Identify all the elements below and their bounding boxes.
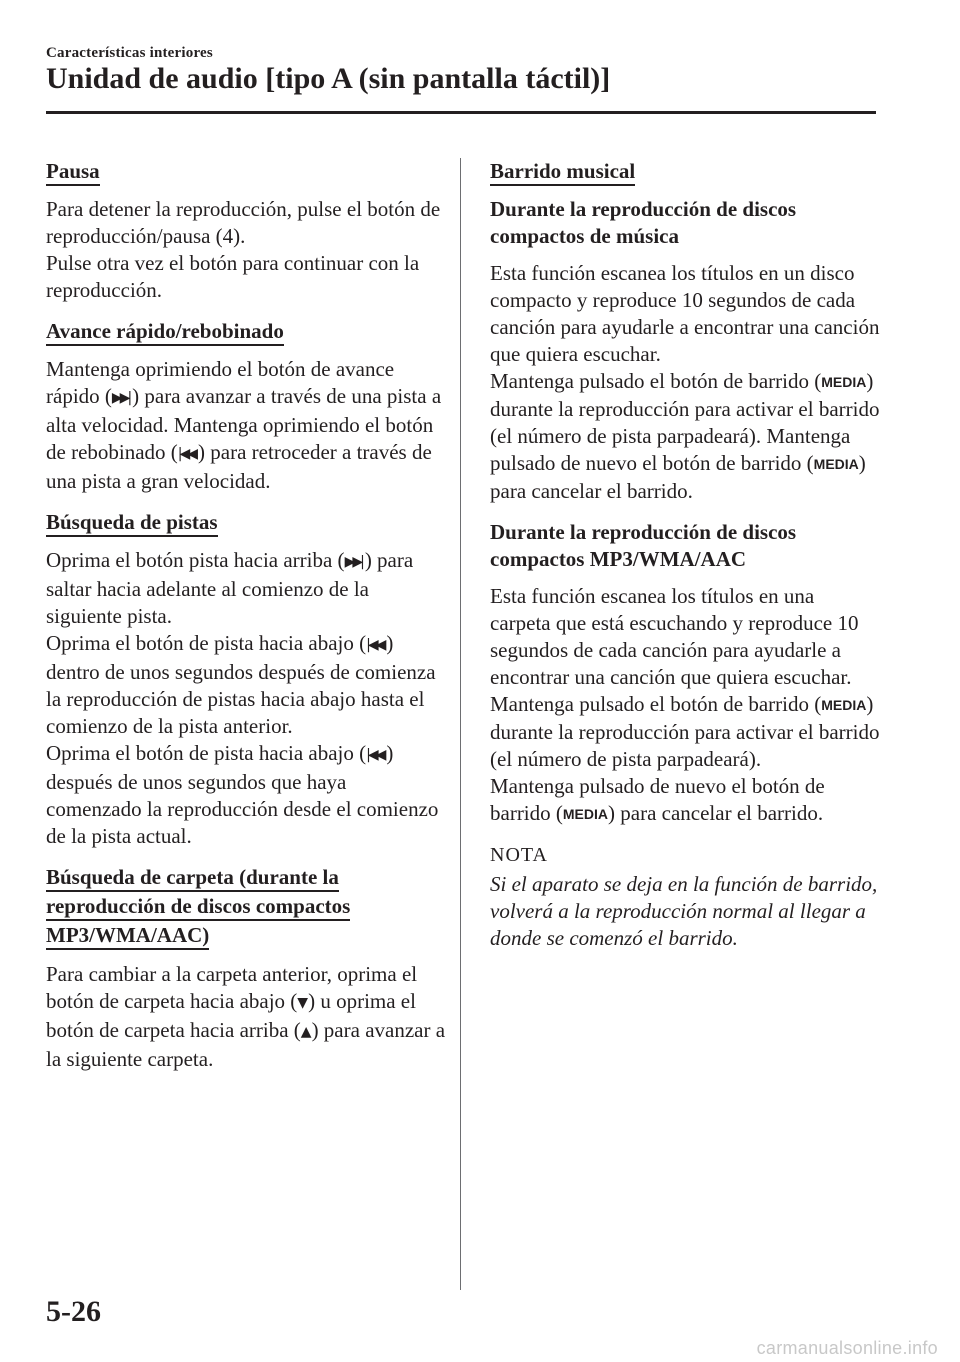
carpeta-text-2: ) u oprima el botón de carpeta hacia arriba (: [46, 989, 416, 1042]
barrido-cd-text-4: ) para cancelar el barrido.: [490, 451, 866, 503]
busqueda-a1: Oprima el botón pista hacia arriba (: [46, 548, 345, 572]
folder-up-icon: ▲: [300, 1024, 309, 1040]
note-title: NOTA: [490, 844, 548, 866]
track-down-icon: |◀◀: [366, 637, 384, 653]
carpeta-paragraph: [46, 961, 446, 1073]
busqueda-b1: Oprima el botón de pista hacia abajo (: [46, 631, 367, 655]
busqueda-paragraph-2: [46, 630, 446, 740]
carpeta-text-1: Para cambiar a la carpeta anterior, oprima el botón de carpeta hacia abajo (: [46, 962, 418, 1013]
busqueda-c1: Oprima el botón de pista hacia abajo (: [46, 741, 367, 765]
busqueda-a2: ) para saltar hacia adelante al comienzo de la siguiente pista.: [46, 548, 414, 628]
barrido-cd-text-3: ) durante la reproducción para activar el barrido (el número de pista parpadeará). Mantenga pulsado de nuevo el botón de barrido (: [490, 369, 880, 475]
barrido-cd-text-2: Mantenga pulsado el botón de barrido (: [490, 369, 822, 393]
carpeta-text-3: ) para avanzar a la siguiente carpeta.: [46, 1018, 446, 1071]
avance-paragraph: [46, 356, 446, 495]
heading-barrido: Barrido musical: [490, 158, 635, 186]
watermark: carmanualsonline.info: [756, 1338, 938, 1358]
barrido-mp3-text-1: Esta función escanea los títulos en una carpeta que está escuchando y reproduce 10 segundos de cada canción para ayudarle a encontrar una canción que quiera escuchar. Mantenga pulsado el botón de barrido (: [490, 584, 859, 716]
left-column: [46, 158, 446, 1082]
media-button-icon: MEDIA: [821, 697, 867, 713]
media-button-icon: MEDIA: [562, 806, 609, 822]
barrido-mp3-paragraph-1: [490, 583, 880, 773]
heading-avance: Avance rápido/rebobinado: [46, 318, 284, 346]
barrido-mp3-text-2: ) durante la reproducción para activar el barrido (el número de pista parpadeará).: [490, 692, 880, 771]
avance-text-2: ) para avanzar a través de una pista a alta velocidad. Mantenga oprimiendo el botón de rebobinado (: [46, 384, 442, 464]
busqueda-c2: ) después de unos segundos que haya comenzado la reproducción desde el comienzo de la pista actual.: [46, 741, 439, 848]
barrido-mp3-text-3: Mantenga pulsado de nuevo el botón de barrido (: [490, 774, 825, 825]
avance-text-1: Mantenga oprimiendo el botón de avance rápido (: [46, 357, 395, 408]
barrido-cd-paragraph-2: [490, 368, 880, 505]
page-title: Unidad de audio [tipo A (sin pantalla táctil)]: [46, 62, 611, 95]
heading-pausa: Pausa: [46, 158, 100, 186]
avance-text-3: ) para retroceder a través de una pista a gran velocidad.: [46, 440, 432, 493]
barrido-cd-paragraph-1: Esta función escanea los títulos en un disco compacto y reproduce 10 segundos de cada canción para ayudarle a encontrar una canción que quiera escuchar.: [490, 261, 880, 366]
pausa-paragraph-1: Para detener la reproducción, pulse el botón de reproducción/pausa (4).: [46, 197, 441, 248]
folder-down-icon: ▼: [297, 995, 306, 1011]
right-column: [490, 158, 880, 952]
fast-forward-icon: ▶▶|: [111, 390, 130, 406]
heading-carpeta-line-3: MP3/WMA/AAC): [46, 922, 209, 950]
title-rule: [46, 111, 876, 114]
track-down-icon: |◀◀: [366, 747, 384, 763]
heading-carpeta-line-1: Búsqueda de carpeta (durante la: [46, 864, 339, 892]
heading-busqueda-carpeta: [46, 864, 446, 951]
page-number: 5-26: [46, 1295, 101, 1328]
note-body: Si el aparato se deja en la función de barrido, volverá a la reproducción normal al llegar a donde se comenzó el barrido.: [490, 872, 878, 950]
media-button-icon: MEDIA: [813, 456, 859, 472]
subheading-mp3: Durante la reproducción de discos compactos MP3/WMA/AAC: [490, 520, 797, 571]
column-divider: [460, 158, 461, 1290]
media-button-icon: MEDIA: [821, 374, 867, 390]
barrido-mp3-paragraph-2: [490, 773, 880, 828]
barrido-mp3-text-4: ) para cancelar el barrido.: [608, 801, 824, 825]
pausa-paragraph-2: Pulse otra vez el botón para continuar con la reproducción.: [46, 251, 420, 302]
heading-carpeta-line-2: reproducción de discos compactos: [46, 893, 350, 921]
section-label: Características interiores: [46, 45, 213, 61]
rewind-icon: |◀◀: [177, 446, 196, 462]
busqueda-paragraph-3: [46, 740, 446, 850]
busqueda-b2: ) dentro de unos segundos después de comienza la reproducción de pistas hacia abajo hasta el comienzo de la pista anterior.: [46, 631, 436, 738]
subheading-cd-musica: Durante la reproducción de discos compactos de música: [490, 197, 797, 248]
busqueda-paragraph-1: [46, 547, 446, 630]
track-up-icon: ▶▶|: [344, 554, 362, 570]
heading-busqueda-pistas: Búsqueda de pistas: [46, 509, 218, 537]
